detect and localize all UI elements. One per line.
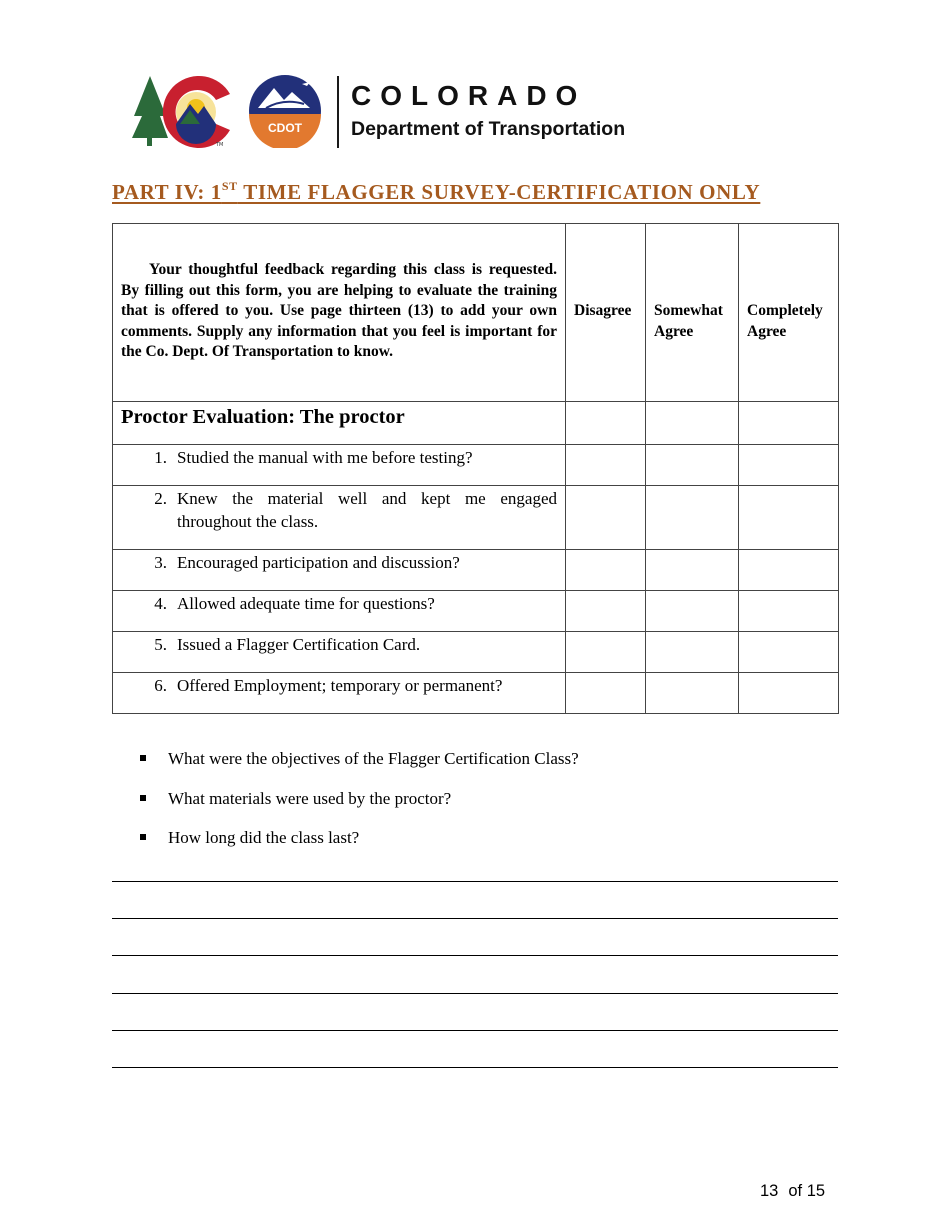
square-bullet-icon (140, 834, 146, 840)
answer-cell-somewhat-agree[interactable] (646, 550, 739, 591)
answer-cell-completely-agree[interactable] (739, 486, 839, 550)
answer-cell-disagree[interactable] (566, 445, 646, 486)
answer-line[interactable] (112, 993, 838, 994)
open-question-text: What materials were used by the proctor? (168, 788, 452, 808)
page-separator: of (788, 1182, 803, 1200)
page-number (760, 1182, 825, 1201)
question-cell (113, 673, 566, 714)
svg-text:TM: TM (216, 142, 224, 148)
column-somewhat-agree: Somewhat Agree (646, 224, 739, 402)
page-header (132, 72, 692, 152)
answer-cell-completely-agree[interactable] (739, 673, 839, 714)
page-title (112, 180, 872, 205)
colorado-logo-icon (132, 72, 240, 150)
survey-header-row (113, 224, 839, 402)
page-current: 13 (760, 1182, 779, 1200)
column-completely-agree: Completely Agree (739, 224, 839, 402)
question-text: Allowed adequate time for questions? (177, 594, 435, 613)
question-cell (113, 550, 566, 591)
answer-cell-completely-agree[interactable] (739, 632, 839, 673)
answer-line[interactable] (112, 918, 838, 919)
title-prefix: PART IV: 1 (112, 180, 222, 204)
answer-line[interactable] (112, 1067, 838, 1068)
department-name: Department of Transportation (351, 118, 626, 140)
square-bullet-icon (140, 795, 146, 801)
table-row (113, 486, 839, 550)
table-row (113, 591, 839, 632)
page-total: 15 (806, 1182, 826, 1200)
list-item (140, 826, 579, 866)
answer-line[interactable] (112, 881, 838, 882)
question-number: 2. (154, 489, 167, 508)
list-item (140, 787, 579, 827)
open-question-text: What were the objectives of the Flagger Certification Class? (168, 749, 579, 768)
answer-cell-completely-agree[interactable] (739, 402, 839, 445)
survey-intro: Your thoughtful feedback regarding this class is requested. By filling out this form, you are helping to evaluate the training that is offered to you. Use page thirteen (13) to add your own comments. Supply any information that you feel is important for the Co. Dept. Of Transportation to know. (113, 224, 566, 402)
question-text: Studied the manual with me before testing? (177, 448, 473, 467)
answer-cell-disagree[interactable] (566, 673, 646, 714)
answer-cell-somewhat-agree[interactable] (646, 445, 739, 486)
survey-table (112, 223, 839, 714)
question-number: 6. (154, 676, 167, 695)
svg-text:CDOT: CDOT (268, 121, 302, 135)
open-questions-list (140, 747, 579, 866)
table-row (113, 445, 839, 486)
answer-cell-completely-agree[interactable] (739, 591, 839, 632)
answer-cell-completely-agree[interactable] (739, 550, 839, 591)
answer-cell-disagree[interactable] (566, 591, 646, 632)
question-text: Knew the material well and kept me engaged throughout the class. (177, 489, 557, 531)
question-cell (113, 486, 566, 550)
question-text: Encouraged participation and discussion? (177, 553, 460, 572)
question-text: Issued a Flagger Certification Card. (177, 635, 421, 654)
square-bullet-icon (140, 755, 146, 761)
header-divider (337, 76, 339, 148)
question-cell (113, 445, 566, 486)
title-superscript: ST (221, 179, 238, 193)
answer-line[interactable] (112, 955, 838, 956)
question-number: 1. (154, 448, 167, 467)
answer-cell-somewhat-agree[interactable] (646, 486, 739, 550)
answer-line[interactable] (112, 1030, 838, 1031)
answer-lines (112, 881, 838, 1104)
question-number: 3. (154, 553, 167, 572)
answer-cell-completely-agree[interactable] (739, 445, 839, 486)
section-heading-row (113, 402, 839, 445)
question-cell (113, 591, 566, 632)
answer-cell-disagree[interactable] (566, 402, 646, 445)
title-suffix: TIME FLAGGER SURVEY-CERTIFICATION ONLY (237, 180, 761, 204)
question-number: 4. (154, 594, 167, 613)
answer-cell-disagree[interactable] (566, 486, 646, 550)
section-heading: Proctor Evaluation: The proctor (113, 402, 566, 445)
table-row (113, 632, 839, 673)
table-row (113, 673, 839, 714)
answer-cell-disagree[interactable] (566, 632, 646, 673)
state-name: COLORADO (351, 80, 587, 111)
cdot-logo-icon (244, 74, 326, 148)
question-cell (113, 632, 566, 673)
table-row (113, 550, 839, 591)
answer-cell-somewhat-agree[interactable] (646, 402, 739, 445)
question-number: 5. (154, 635, 167, 654)
question-text: Offered Employment; temporary or permanent? (177, 676, 503, 695)
list-item (140, 747, 579, 787)
column-disagree: Disagree (566, 224, 646, 402)
answer-cell-somewhat-agree[interactable] (646, 632, 739, 673)
answer-cell-somewhat-agree[interactable] (646, 673, 739, 714)
answer-cell-somewhat-agree[interactable] (646, 591, 739, 632)
open-question-text: How long did the class last? (168, 828, 360, 847)
answer-cell-disagree[interactable] (566, 550, 646, 591)
